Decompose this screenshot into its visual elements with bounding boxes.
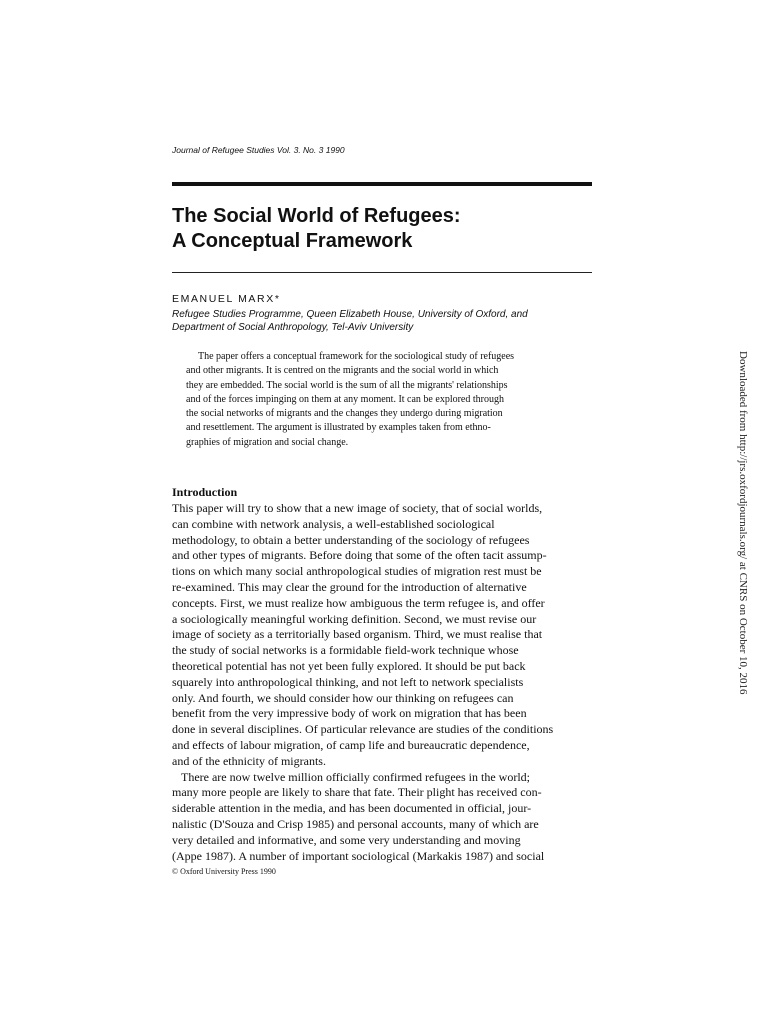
abstract-line: and other migrants. It is centred on the migrants and the social world in which xyxy=(186,365,499,377)
author-affiliation xyxy=(172,308,592,334)
body-line: There are now twelve million officially confirmed refugees in the world; xyxy=(181,769,530,784)
body-line: image of society as a territorially based organism. Third, we must realise that xyxy=(172,627,543,642)
body-line: (Appe 1987). A number of important sociological (Markakis 1987) and social xyxy=(172,848,545,863)
body-line: benefit from the very impressive body of work on migration that has been xyxy=(172,706,527,721)
abstract-line: and resettlement. The argument is illustrated by examples taken from ethno- xyxy=(186,422,491,434)
title-rule xyxy=(172,272,592,273)
article-title xyxy=(172,204,592,254)
abstract-line: graphies of migration and social change. xyxy=(186,436,349,448)
affiliation-line: Department of Social Anthropology, Tel-Aviv University xyxy=(172,322,414,333)
body-line: the study of social networks is a formidable field-work technique whose xyxy=(172,643,519,658)
header-rule xyxy=(172,182,592,186)
body-line: theoretical potential has not yet been fully explored. It should be put back xyxy=(172,658,526,673)
body-line: done in several disciplines. Of particular relevance are studies of the conditions xyxy=(172,722,554,737)
body-line: methodology, to obtain a better understanding of the sociology of refugees xyxy=(172,532,530,547)
section-heading: Introduction xyxy=(172,485,238,499)
body-line: can combine with network analysis, a well-established sociological xyxy=(172,516,495,531)
download-watermark: Downloaded from http://jrs.oxfordjournals.org/ at CNRS on October 10, 2016 xyxy=(737,351,749,695)
abstract-line: and of the forces impinging on them at any moment. It can be explored through xyxy=(186,393,504,405)
author-name: EMANUEL MARX* xyxy=(172,293,281,305)
body-line: tions on which many social anthropological studies of migration rest must be xyxy=(172,564,542,579)
body-line: nalistic (D'Souza and Crisp 1985) and personal accounts, many of which are xyxy=(172,816,539,831)
body-line: very detailed and informative, and some very understanding and moving xyxy=(172,832,521,847)
body-line: a sociologically meaningful working definition. Second, we must revise our xyxy=(172,611,537,626)
body-text xyxy=(172,501,592,864)
body-line: squarely into anthropological thinking, and not left to network specialists xyxy=(172,674,524,689)
affiliation-line: Refugee Studies Programme, Queen Elizabeth House, University of Oxford, and xyxy=(172,309,528,320)
body-line: and other types of migrants. Before doing that some of the often tacit assump- xyxy=(172,548,547,563)
body-line: re-examined. This may clear the ground for the introduction of alternative xyxy=(172,579,527,594)
body-line: many more people are likely to share that fate. Their plight has received con- xyxy=(172,785,542,800)
abstract-line: they are embedded. The social world is the sum of all the migrants' relationships xyxy=(186,379,508,391)
body-line: and effects of labour migration, of camp life and bureaucratic dependence, xyxy=(172,737,530,752)
body-line: only. And fourth, we should consider how our thinking on refugees can xyxy=(172,690,514,705)
copyright-footer: © Oxford University Press 1990 xyxy=(172,867,276,876)
body-line: and of the ethnicity of migrants. xyxy=(172,753,326,768)
abstract-line: The paper offers a conceptual framework for the sociological study of refugees xyxy=(198,351,515,362)
body-line: This paper will try to show that a new image of society, that of social worlds, xyxy=(172,501,543,515)
body-line: siderable attention in the media, and has been documented in official, jour- xyxy=(172,801,532,816)
abstract-line: the social networks of migrants and the changes they undergo during migration xyxy=(186,408,503,420)
abstract xyxy=(186,350,574,450)
title-line: The Social World of Refugees: xyxy=(172,205,461,227)
journal-header: Journal of Refugee Studies Vol. 3. No. 3 1990 xyxy=(172,145,345,155)
body-line: concepts. First, we must realize how ambiguous the term refugee is, and offer xyxy=(172,595,545,610)
title-line: A Conceptual Framework xyxy=(172,230,413,252)
